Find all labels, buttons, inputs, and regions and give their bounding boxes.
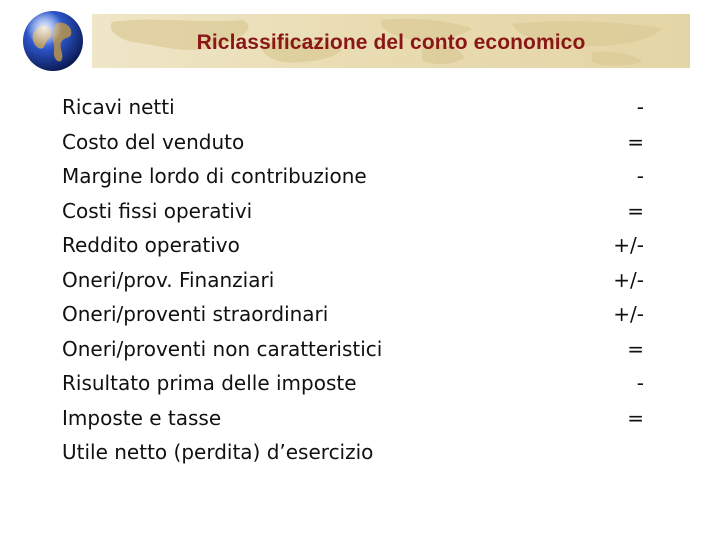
list-item: [62, 228, 662, 263]
row-label: Oneri/prov. Finanziari: [62, 267, 275, 292]
title-banner: [92, 14, 690, 68]
list-item: [62, 125, 662, 160]
row-label: Costo del venduto: [62, 129, 245, 154]
list-item: [62, 332, 662, 367]
row-operator: =: [627, 405, 644, 430]
list-item: [62, 194, 662, 229]
row-operator: +/-: [613, 302, 644, 326]
row-label: Margine lordo di contribuzione: [62, 164, 367, 188]
row-label: Risultato prima delle imposte: [62, 371, 357, 395]
row-label: Imposte e tasse: [62, 405, 222, 430]
row-label: Utile netto (perdita) d’esercizio: [62, 440, 374, 464]
row-label: Oneri/proventi straordinari: [62, 302, 329, 326]
row-operator: +/-: [613, 233, 644, 257]
row-operator: -: [636, 164, 644, 188]
list-item: [62, 159, 662, 194]
row-label: Oneri/proventi non caratteristici: [62, 336, 383, 361]
row-operator: =: [627, 198, 644, 223]
row-operator: -: [636, 371, 644, 395]
row-operator: +/-: [613, 267, 644, 292]
list-item: [62, 90, 662, 125]
row-label: Ricavi netti: [62, 95, 175, 119]
list-item: [62, 401, 662, 436]
income-statement-list: [62, 90, 662, 470]
list-item: [62, 366, 662, 401]
row-label: Reddito operativo: [62, 233, 240, 257]
row-operator: =: [627, 336, 644, 361]
row-operator: =: [627, 129, 644, 154]
globe-icon: [21, 9, 85, 73]
slide-title: Riclassificazione del conto economico: [196, 31, 586, 54]
list-item: [62, 435, 662, 470]
list-item: [62, 263, 662, 298]
list-item: [62, 297, 662, 332]
row-operator: -: [636, 95, 644, 119]
row-label: Costi fissi operativi: [62, 198, 253, 223]
